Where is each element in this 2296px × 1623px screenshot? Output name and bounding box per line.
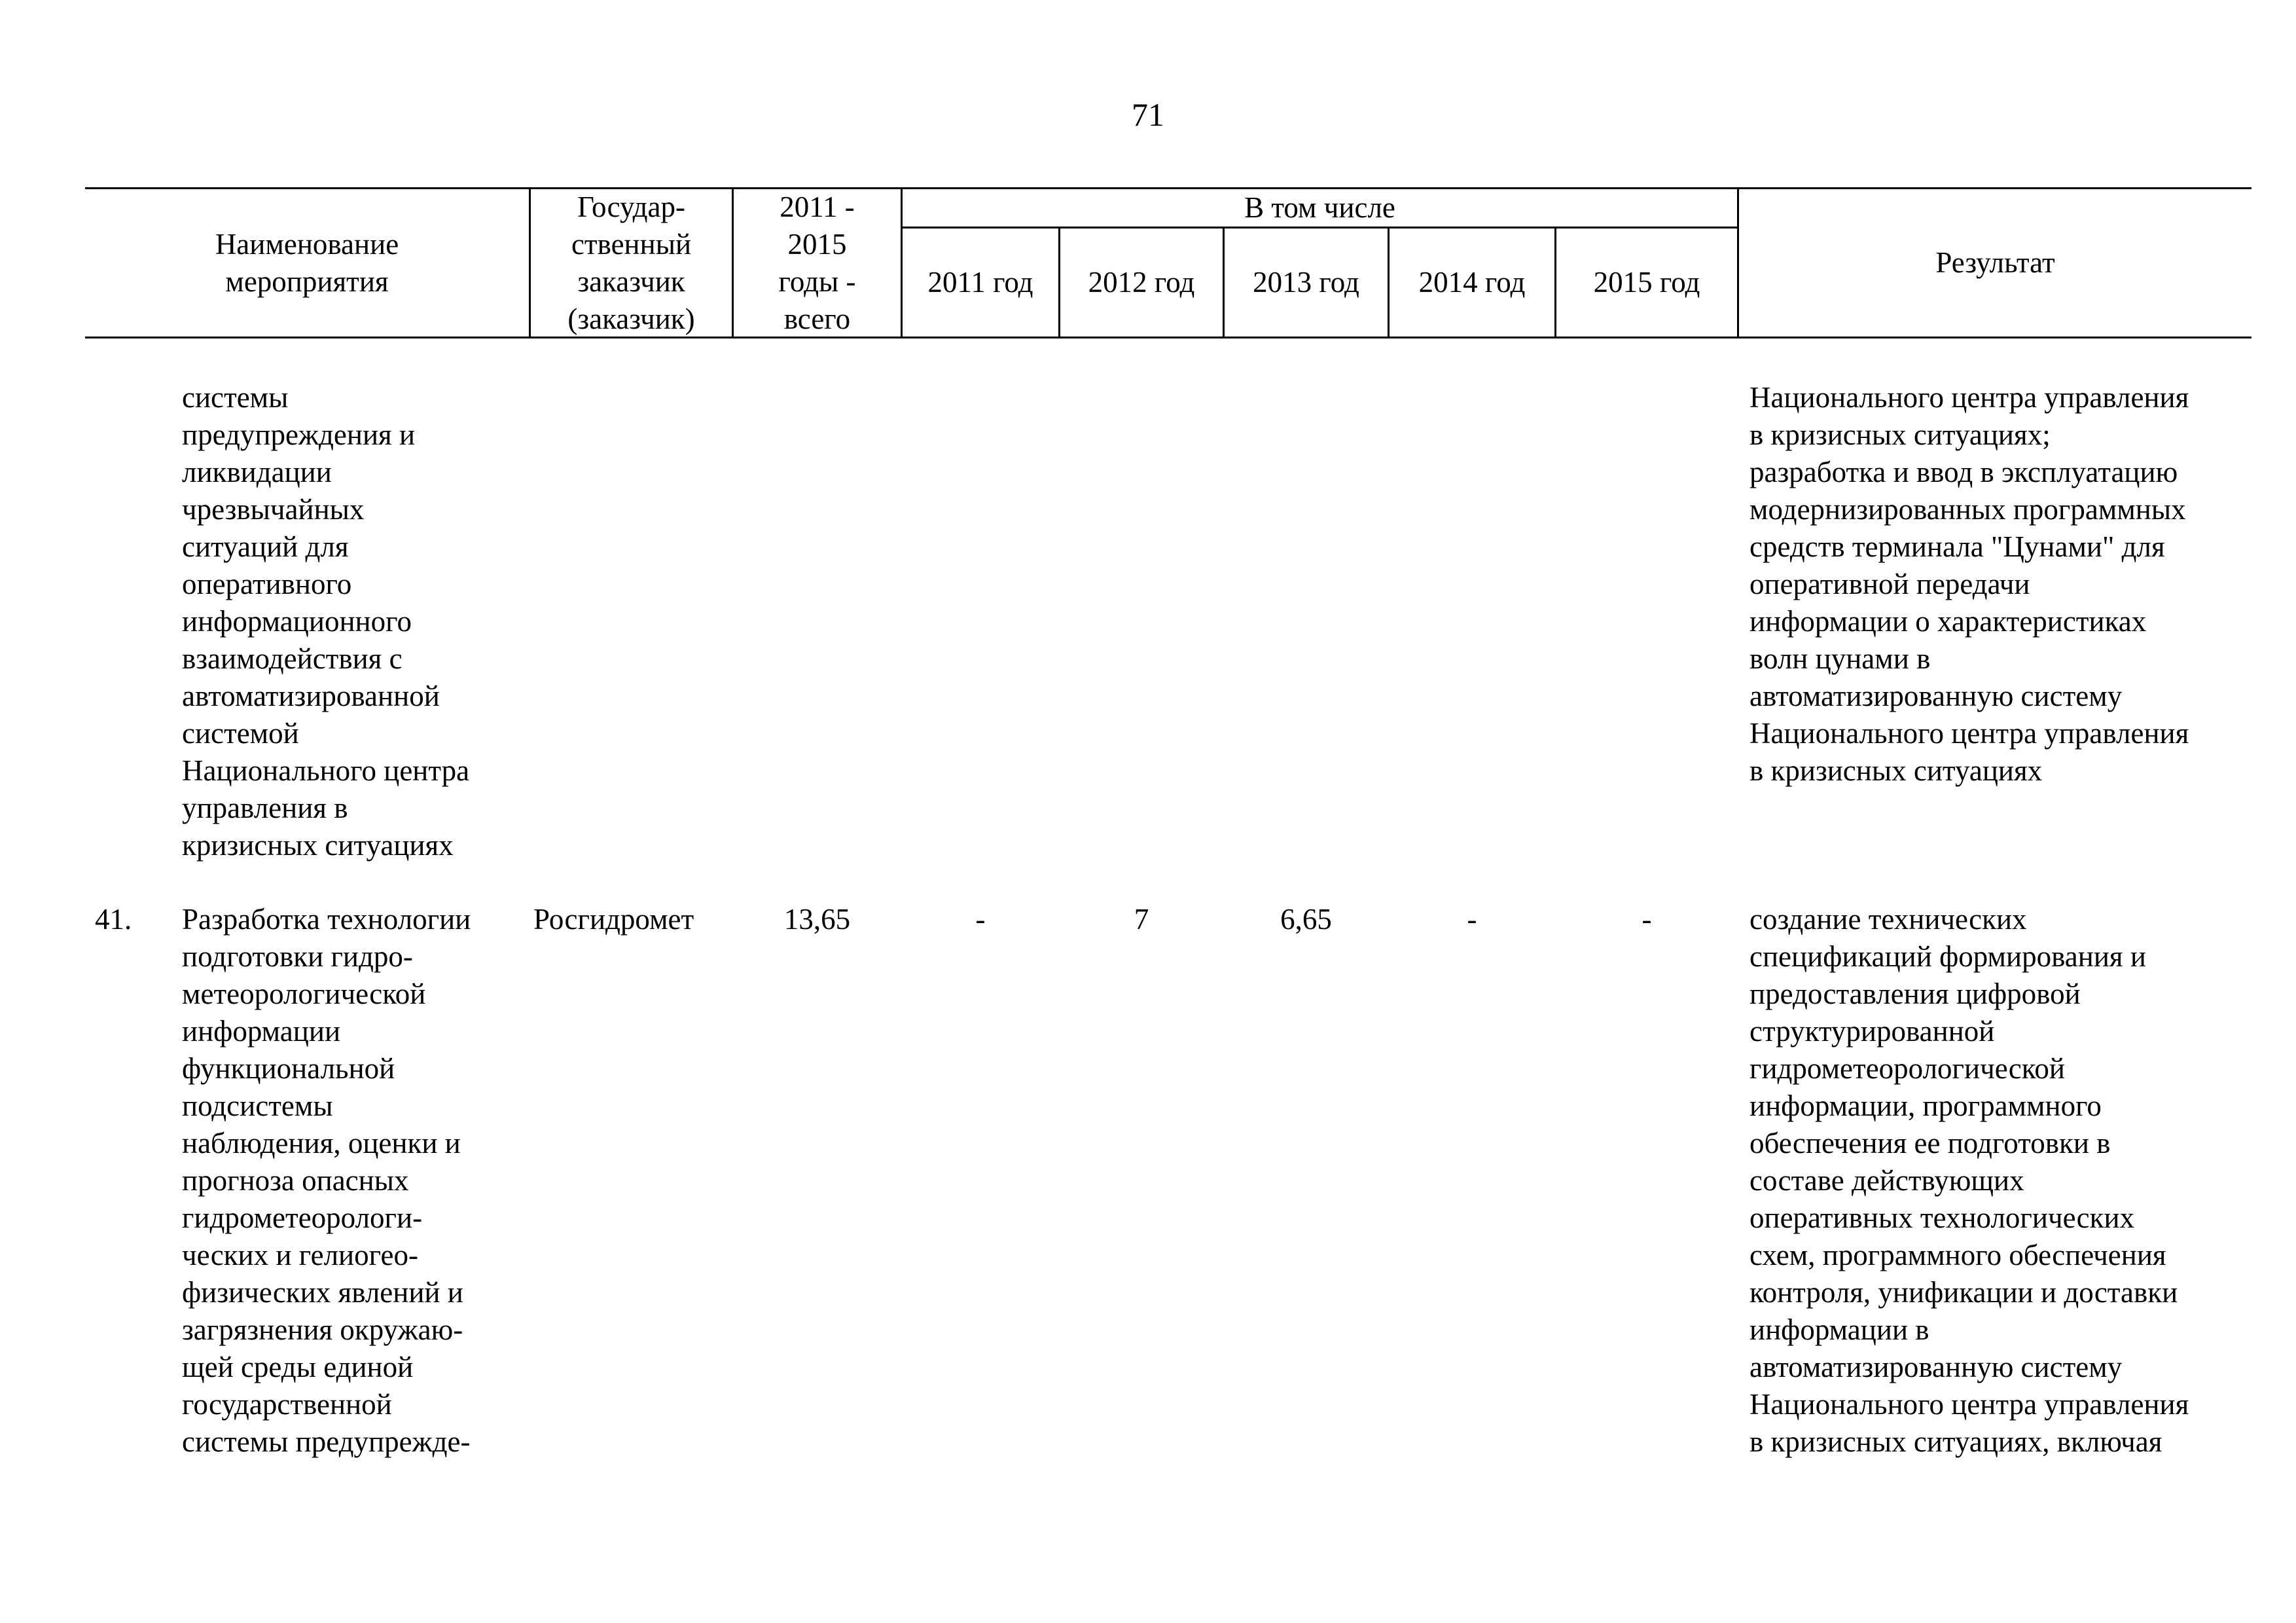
header-year-2013: 2013 год (1253, 266, 1359, 299)
row-continuation-result: Национального центра управления в кризисных ситуациях; разработка и ввод в эксплуатацию модернизированных программных средств терминала "Цунами" для оперативной передачи информации о характеристиках волн цунами в автоматизированную систему Национального центра управления в кризисных ситуациях (1749, 381, 2189, 787)
header-year-2015: 2015 год (1593, 266, 1700, 299)
row-41-year-2014: - (1467, 903, 1477, 936)
header-customer: Государ- ственный заказчик (заказчик) (567, 190, 695, 335)
row-41-name: Разработка технологии подготовки гидро- метеорологической информации функциональной подсистемы наблюдения, оценки и прогноза опасных гидрометеорологи- ческих и гелиогео- физических явлений и загрязнения окружаю- щей среды единой государственной системы предупрежде- (182, 903, 471, 1458)
row-41-year-2013: 6,65 (1280, 903, 1332, 936)
page-number: 71 (1132, 96, 1164, 133)
header-including: В том числе (1244, 191, 1395, 224)
row-41-year-2012: 7 (1134, 903, 1149, 936)
row-41-total: 13,65 (783, 903, 851, 936)
row-41-result: создание технических спецификаций формирования и предоставления цифровой структурированной гидрометеорологической информации, программного обеспечения ее подготовки в составе действующих оперативных технологических схем, программного обеспечения контроля, унификации и доставки информации в автоматизированную систему Национального центра управления в кризисных ситуациях, включая (1749, 903, 2189, 1458)
header-year-2011: 2011 год (927, 266, 1033, 299)
row-41-year-2011: - (975, 903, 986, 936)
row-41-year-2015: - (1641, 903, 1652, 936)
header-total: 2011 - 2015 годы - всего (778, 190, 856, 335)
header-name: Наименование мероприятия (215, 227, 399, 298)
header-year-2014: 2014 год (1418, 266, 1526, 299)
row-41-customer: Росгидромет (533, 903, 694, 936)
header-year-2012: 2012 год (1088, 266, 1195, 299)
header-bottom-rule (85, 337, 2251, 338)
row-41-number: 41. (95, 903, 132, 936)
header-result: Результат (1935, 246, 2055, 279)
row-continuation-name: системы предупреждения и ликвидации чрезвычайных ситуаций для оперативного информационного взаимодействия с автоматизированной системой Национального центра управления в кризисных ситуациях (182, 381, 470, 862)
